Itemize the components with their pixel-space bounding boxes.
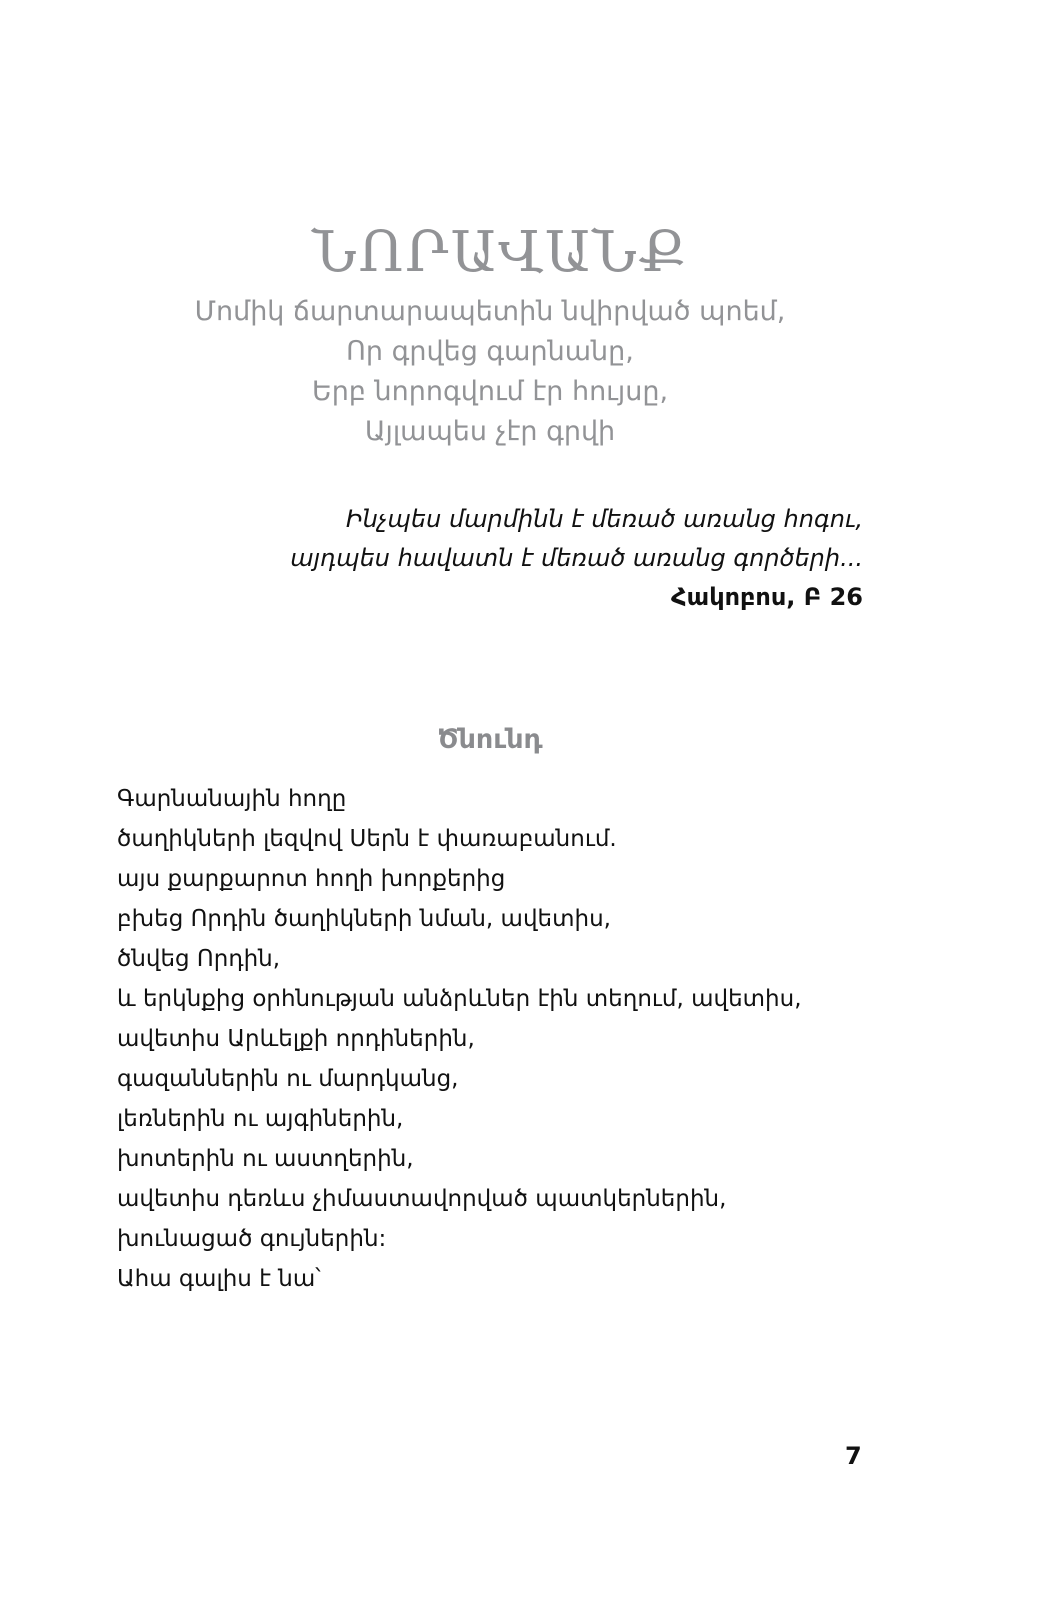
dedication-line: Որ գրվեց գարնանը, — [346, 336, 634, 367]
epigraph-line: Ինչպես մարմինն է մեռած առանց հոգու, — [346, 505, 863, 533]
poem-line: Ահա գալիս է նա՝ — [117, 1266, 321, 1292]
poem-line: ավետիս դեռևս չիմաստավորված պատկերներին, — [117, 1186, 727, 1212]
dedication-line: Մոմիկ ճարտարապետին նվիրված պոեմ, — [194, 296, 786, 327]
poem-line: ավետիս Արևելքի որդիներին, — [117, 1026, 475, 1052]
poem-line: Գարնանային հողը — [117, 786, 347, 812]
dedication-line: Այլապես չէր գրվի — [364, 416, 616, 447]
poem-line: լեռներին ու այգիներին, — [117, 1106, 404, 1132]
epigraph-block — [290, 500, 863, 617]
poem-title: ՆՈՐԱՎԱՆՔ — [312, 219, 688, 285]
epigraph-line: այդպես հավատն է մեռած առանց գործերի... — [290, 544, 863, 572]
poem-line: բխեց Որդին ծաղիկների նման, ավետիս, — [117, 906, 611, 932]
epigraph-attribution: Հակոբոս, Բ 26 — [671, 583, 863, 611]
dedication-block — [0, 292, 980, 452]
poem-line: և երկնքից օրհնության անձրևներ էին տեղում, ավետիս, — [117, 986, 802, 1012]
poem-line: խունացած գույներին: — [117, 1226, 387, 1252]
page-number: 7 — [845, 1442, 862, 1470]
poem-body — [117, 779, 802, 1299]
dedication-line: Երբ նորոգվում էր հույսը, — [311, 376, 669, 407]
poem-line: ծնվեց Որդին, — [117, 946, 281, 972]
section-title: Ծնունդ — [437, 724, 543, 756]
poem-line: ծաղիկների լեզվով Սերն է փառաբանում. — [117, 826, 617, 852]
poem-line: գազաններին ու մարդկանց, — [117, 1066, 459, 1092]
poem-line: խոտերին ու աստղերին, — [117, 1146, 414, 1172]
poem-line: այս քարքարոտ հողի խորքերից — [117, 866, 506, 892]
